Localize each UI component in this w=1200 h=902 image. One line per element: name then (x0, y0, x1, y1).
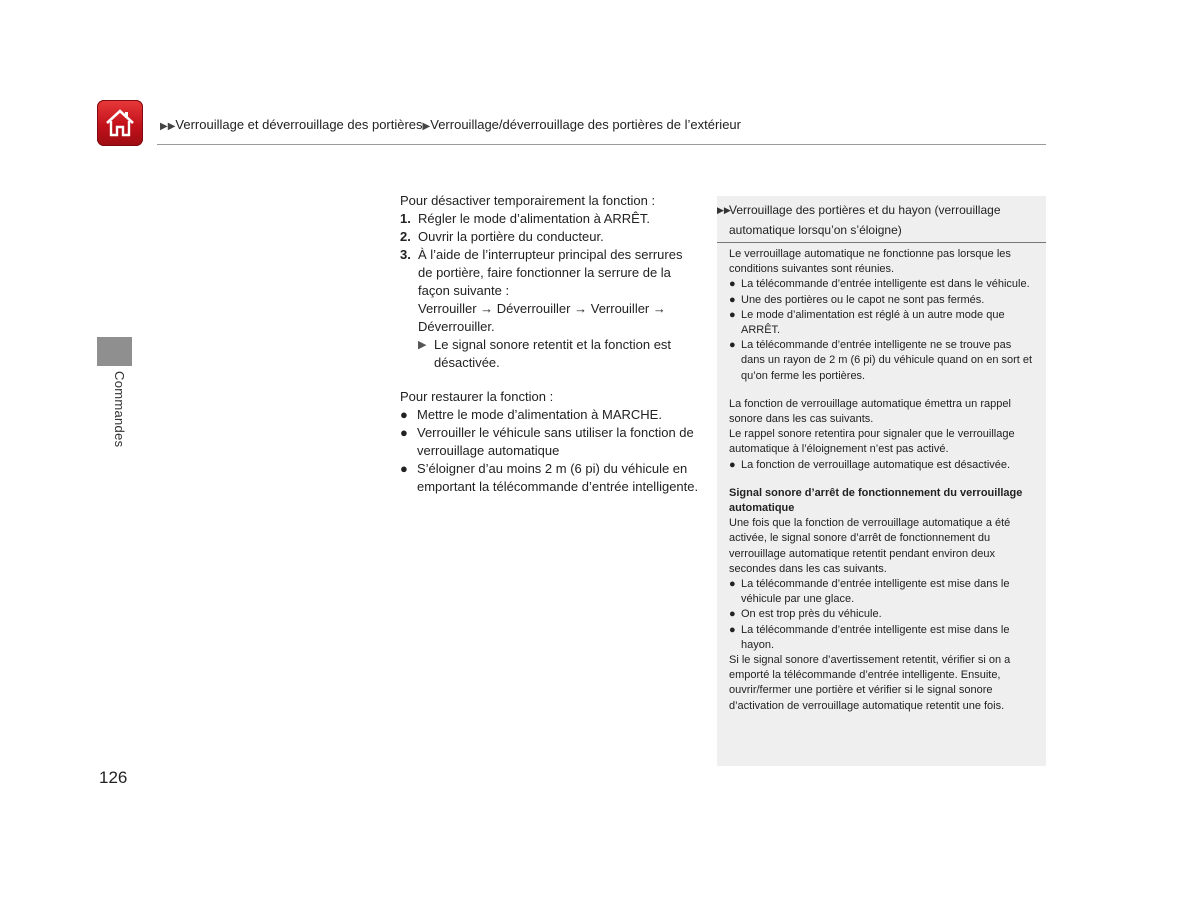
lock-sequence (400, 300, 700, 336)
bullet-icon: ● (729, 308, 736, 321)
step-text: À l’aide de l’interrupteur principal des serrures de portière, faire fonctionner la serrure de la façon suivante : (418, 247, 683, 298)
sequence-step: Déverrouiller (496, 301, 571, 316)
step-number: 2. (400, 229, 411, 244)
section-tab-marker[interactable] (97, 337, 132, 366)
list-item (400, 460, 700, 496)
sidebar-body (717, 243, 1046, 714)
bullet-icon: ● (729, 293, 736, 306)
list-item (400, 424, 700, 460)
sequence-step: Déverrouiller. (418, 319, 495, 334)
list-item-text: Le mode d’alimentation est réglé à un autre mode que ARRÊT. (741, 308, 1005, 337)
list-item (729, 277, 1034, 292)
home-icon (103, 106, 137, 140)
arrow-right-icon: → (574, 301, 588, 316)
breadcrumb-link-1[interactable]: Verrouillage et déverrouillage des portières (175, 117, 423, 132)
list-item (729, 308, 1034, 338)
list-item-text: S’éloigner d’au moins 2 m (6 pi) du véhicule en emportant la télécommande d’entrée intelligente. (417, 461, 699, 494)
bullet-icon: ● (729, 458, 736, 471)
stop-signal-heading: Signal sonore d’arrêt de fonctionnement du verrouillage automatique (729, 486, 1023, 515)
bullet-icon: ● (400, 407, 408, 422)
step-text: Ouvrir la portière du conducteur. (418, 229, 604, 244)
triangle-right-icon: ▶ (418, 339, 427, 351)
bullet-icon: ● (729, 578, 736, 591)
bullet-icon: ● (729, 278, 736, 291)
deactivate-intro: Pour désactiver temporairement la fonction : (400, 193, 656, 208)
bullet-icon: ● (729, 608, 736, 621)
sequence-step: Verrouiller (590, 301, 650, 316)
breadcrumb-arrow-icon: ▶ (422, 121, 431, 132)
list-item-text: La fonction de verrouillage automatique est désactivée. (741, 458, 1011, 471)
step-item (400, 246, 700, 300)
step-number: 3. (400, 247, 411, 262)
list-item-text: La télécommande d’entrée intelligente est mise dans le hayon. (741, 623, 1010, 651)
page-number: 126 (99, 768, 128, 787)
main-content (400, 192, 700, 496)
breadcrumb (160, 117, 741, 132)
sidebar-title (717, 196, 1046, 243)
list-item (729, 623, 1034, 653)
list-item (729, 338, 1034, 384)
double-chevron-icon: ▶▶ (717, 205, 731, 215)
list-item-text: Mettre le mode d’alimentation à MARCHE. (417, 407, 662, 422)
list-item (729, 293, 1034, 308)
list-item-text: Verrouiller le véhicule sans utiliser la fonction de verrouillage automatique (417, 425, 694, 458)
sidebar-title-text: Verrouillage des portières et du hayon (verrouillage automatique lorsqu’on s’éloigne) (729, 203, 1001, 237)
list-item-text: La télécommande d’entrée intelligente est mise dans le véhicule par une glace. (741, 578, 1010, 606)
list-item-text: On est trop près du véhicule. (741, 608, 882, 621)
sidebar-intro: Le verrouillage automatique ne fonctionne pas lorsque les conditions suivantes sont réunies. (729, 248, 1011, 276)
list-item-text: La télécommande d’entrée intelligente est dans le véhicule. (741, 278, 1030, 291)
breadcrumb-link-2[interactable]: Verrouillage/déverrouillage des portières de l’extérieur (430, 117, 741, 132)
restore-intro: Pour restaurer la fonction : (400, 389, 554, 404)
arrow-right-icon: → (652, 301, 666, 316)
bullet-icon: ● (729, 339, 736, 352)
bullet-icon: ● (400, 461, 408, 476)
step-item (400, 228, 700, 246)
step-number: 1. (400, 211, 411, 226)
step-text: Régler le mode d’alimentation à ARRÊT. (418, 211, 650, 226)
reminder-paragraph: Le rappel sonore retentira pour signaler que le verrouillage automatique à l’éloignement n’est pas activé. (729, 428, 1015, 456)
list-item (729, 458, 1034, 473)
list-item (729, 607, 1034, 622)
result-note (400, 336, 700, 372)
home-button[interactable] (97, 100, 143, 146)
list-item-text: Une des portières ou le capot ne sont pas fermés. (741, 293, 985, 306)
list-item (729, 577, 1034, 607)
reminder-paragraph: La fonction de verrouillage automatique émettra un rappel sonore dans les cas suivants. (729, 397, 1011, 426)
section-tab-label: Commandes (112, 371, 127, 448)
stop-signal-paragraph: Si le signal sonore d’avertissement retentit, vérifier si on a emporté la télécommande d’entrée intelligente. Ensuite, ouvrir/fermer une portière et vérifier si le signal sonore d’activation de verrouillage automatique retentit une fois. (729, 654, 1011, 712)
arrow-right-icon: → (480, 301, 494, 316)
sequence-step: Verrouiller (418, 301, 477, 316)
list-item (400, 406, 700, 424)
header-divider (157, 144, 1046, 145)
step-item (400, 210, 700, 228)
bullet-icon: ● (400, 425, 408, 440)
info-sidebar (717, 196, 1046, 766)
bullet-icon: ● (729, 623, 736, 636)
breadcrumb-arrow-icon: ▶▶ (160, 121, 176, 132)
result-note-text: Le signal sonore retentit et la fonction est désactivée. (434, 337, 672, 370)
stop-signal-paragraph: Une fois que la fonction de verrouillage automatique a été activée, le signal sonore d’arrêt de fonctionnement du verrouillage automatique retentit pendant environ deux secondes dans les cas suivants. (729, 517, 1011, 575)
list-item-text: La télécommande d’entrée intelligente ne se trouve pas dans un rayon de 2 m (6 pi) du véhicule quand on en sort et qu’on ferme les portières. (741, 339, 1033, 382)
